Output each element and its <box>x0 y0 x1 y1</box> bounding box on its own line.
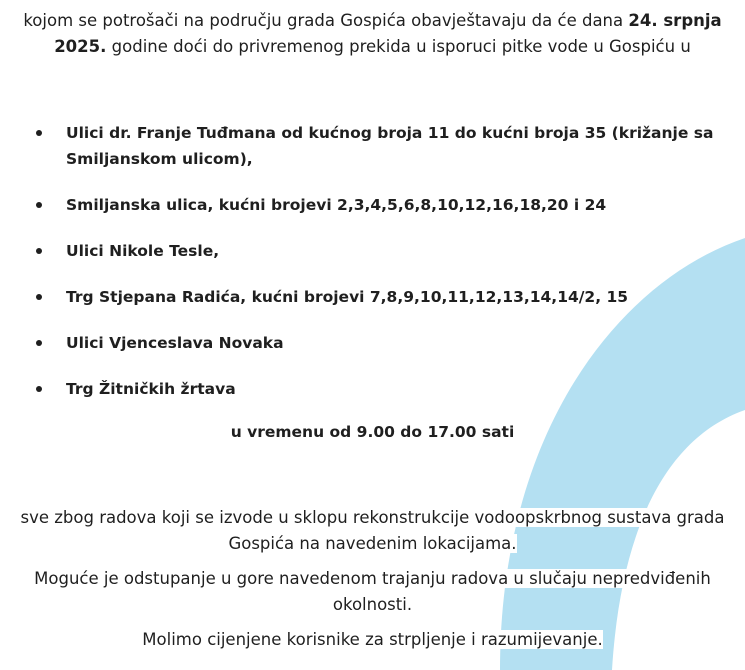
street-label: Ulici Nikole Tesle, <box>66 242 220 260</box>
list-item <box>34 120 734 172</box>
street-label: Ulici Vjenceslava Novaka <box>66 334 284 352</box>
intro-date: 24. srpnja 2025. <box>54 11 722 56</box>
outage-time-label: u vremenu od 9.00 do 17.00 sati <box>230 423 515 441</box>
bullet-icon <box>36 248 42 254</box>
affected-streets-list <box>34 120 734 422</box>
thanks-paragraph <box>12 627 733 653</box>
thanks-text: Molimo cijenjene korisnike za strpljenje i razumijevanje. <box>142 630 603 649</box>
street-label: Trg Stjepana Radića, kućni brojevi 7,8,9,10,11,12,13,14,14/2, 15 <box>66 288 629 306</box>
list-item <box>34 238 734 264</box>
street-label: Trg Žitničkih žrtava <box>66 380 236 398</box>
deviation-paragraph <box>12 566 733 618</box>
list-item <box>34 376 734 402</box>
bullet-icon <box>36 130 42 136</box>
list-item <box>34 192 734 218</box>
bullet-icon <box>36 340 42 346</box>
notice-intro <box>16 8 729 60</box>
street-label: Smiljanska ulica, kućni brojevi 2,3,4,5,6,8,10,12,16,18,20 i 24 <box>66 196 607 214</box>
list-item <box>34 284 734 310</box>
outage-time <box>16 419 729 445</box>
bullet-icon <box>36 386 42 392</box>
reason-text: sve zbog radova koji se izvode u sklopu rekonstrukcije vodoopskrbnog sustava grada Gospića na navedenim lokacijama. <box>20 508 725 553</box>
reason-paragraph <box>12 505 733 557</box>
list-item <box>34 330 734 356</box>
street-label: Ulici dr. Franje Tuđmana od kućnog broja 11 do kućni broja 35 (križanje sa Smiljanskom ulicom), <box>66 124 714 168</box>
intro-text-before: kojom se potrošači na području grada Gospića obavještavaju da će dana <box>23 11 624 30</box>
intro-text-after: godine doći do privremenog prekida u isporuci pitke vode u Gospiću u <box>111 37 691 56</box>
bullet-icon <box>36 202 42 208</box>
bullet-icon <box>36 294 42 300</box>
deviation-text: Moguće je odstupanje u gore navedenom trajanju radova u slučaju nepredviđenih okolnosti. <box>34 569 711 614</box>
